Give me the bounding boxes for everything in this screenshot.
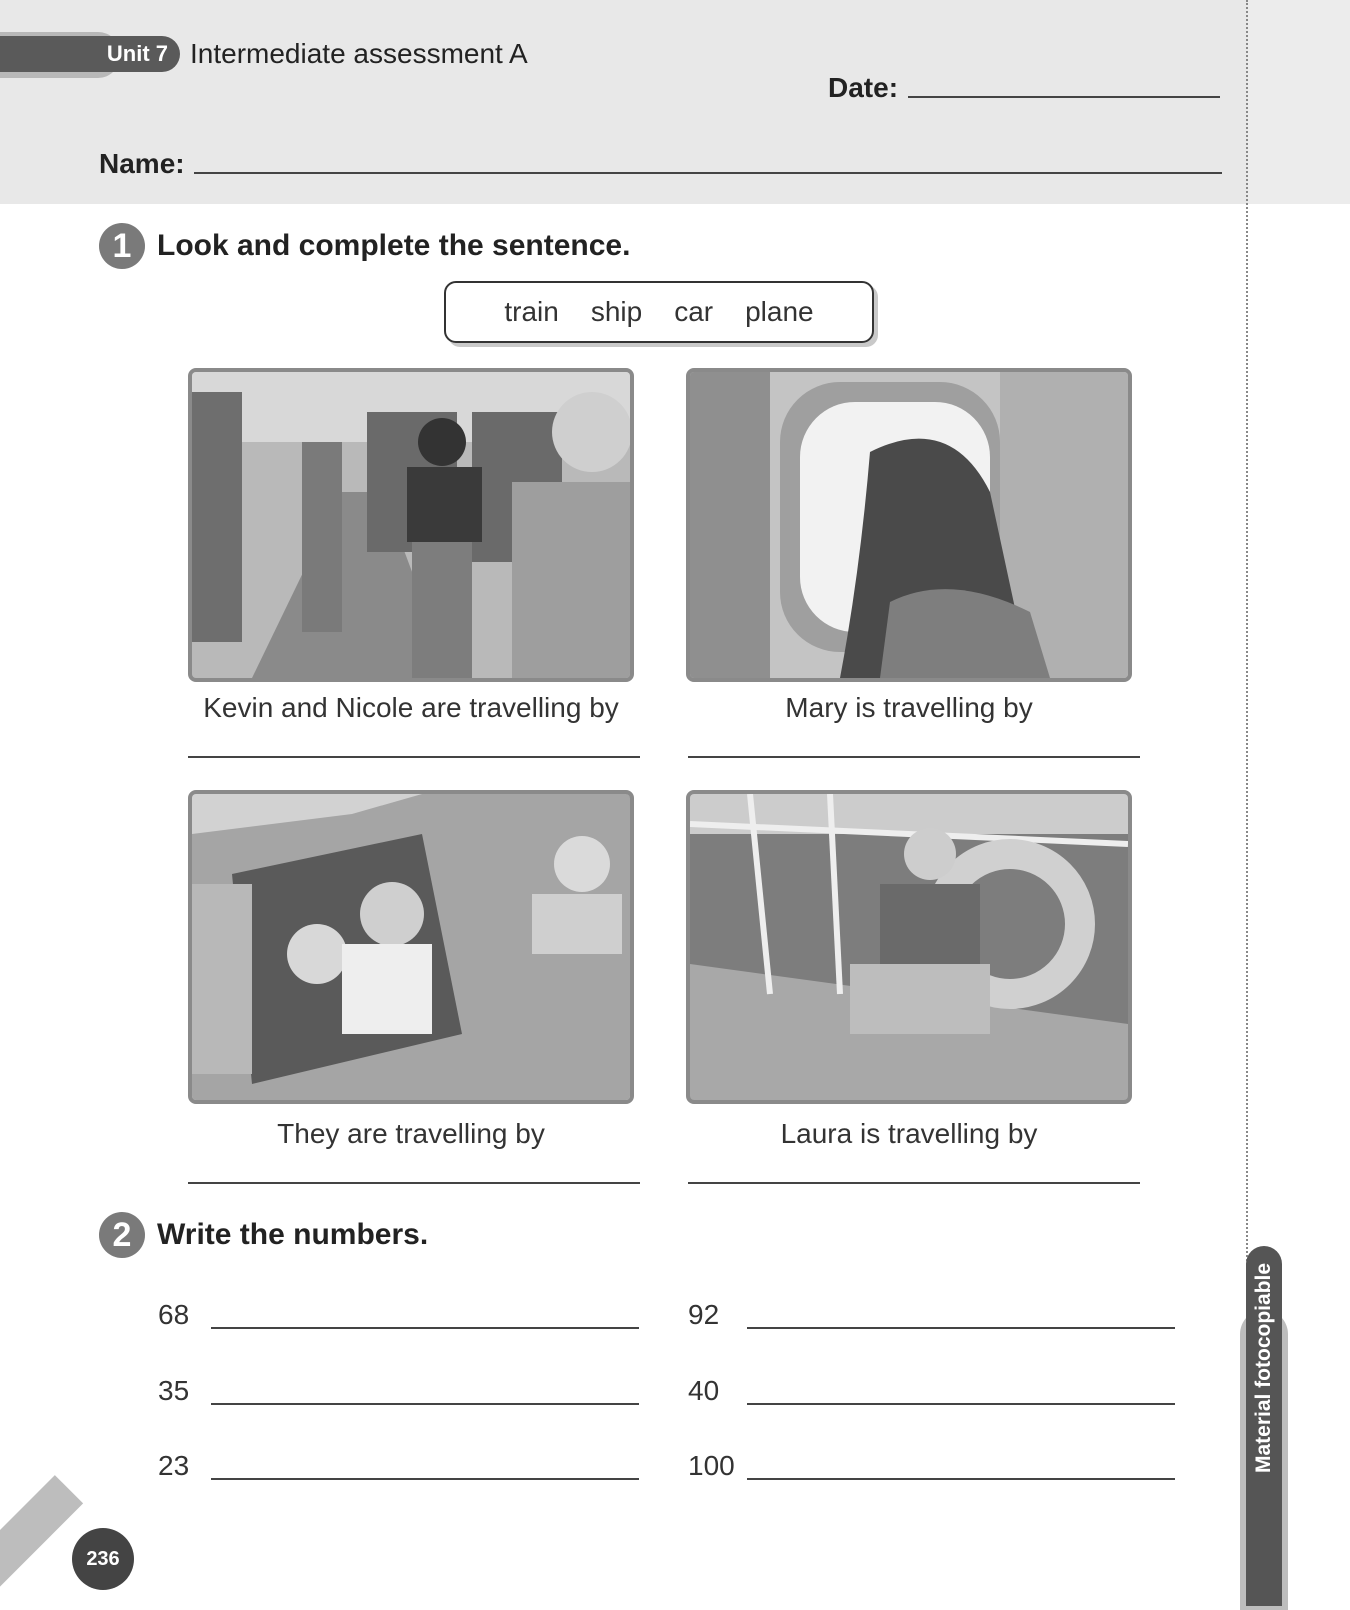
word-bank-item: plane bbox=[745, 296, 814, 327]
word-bank bbox=[444, 281, 874, 343]
answer-field[interactable] bbox=[688, 756, 1140, 758]
exercise-2-instruction: Write the numbers. bbox=[157, 1218, 429, 1251]
number-item: 23 bbox=[158, 1450, 190, 1481]
number-answer-field[interactable] bbox=[211, 1327, 639, 1329]
word-bank-item: ship bbox=[590, 296, 643, 327]
number-answer-field[interactable] bbox=[211, 1403, 639, 1405]
name-field[interactable] bbox=[194, 172, 1222, 174]
number-answer-field[interactable] bbox=[747, 1478, 1175, 1480]
caption: They are travelling by bbox=[277, 1118, 545, 1149]
page-number: 236 bbox=[72, 1528, 134, 1590]
exercise-1-instruction: Look and complete the sentence. bbox=[157, 229, 631, 262]
header-margin bbox=[1248, 0, 1350, 204]
number-item: 68 bbox=[158, 1299, 190, 1330]
exercise-1-number: 1 bbox=[99, 223, 145, 269]
answer-field[interactable] bbox=[188, 1182, 640, 1184]
page-corner-shape bbox=[0, 1475, 83, 1588]
side-tab-label: Material fotocopiable bbox=[1252, 1262, 1275, 1474]
number-item: 92 bbox=[688, 1299, 720, 1330]
number-item: 100 bbox=[688, 1450, 735, 1481]
page-title: Intermediate assessment A bbox=[190, 38, 528, 69]
unit-badge: Unit 7 bbox=[0, 36, 180, 72]
caption: Laura is travelling by bbox=[780, 1118, 1038, 1149]
number-answer-field[interactable] bbox=[747, 1403, 1175, 1405]
train-photo bbox=[188, 368, 634, 682]
answer-field[interactable] bbox=[688, 1182, 1140, 1184]
number-item: 35 bbox=[158, 1375, 190, 1406]
caption: Mary is travelling by bbox=[785, 692, 1033, 723]
number-answer-field[interactable] bbox=[211, 1478, 639, 1480]
number-answer-field[interactable] bbox=[747, 1327, 1175, 1329]
date-field[interactable] bbox=[908, 96, 1220, 98]
word-bank-item: car bbox=[674, 296, 714, 327]
caption: Kevin and Nicole are travelling by bbox=[203, 692, 619, 723]
date-label: Date: bbox=[828, 72, 899, 103]
number-item: 40 bbox=[688, 1375, 720, 1406]
car-photo bbox=[188, 790, 634, 1104]
answer-field[interactable] bbox=[188, 756, 640, 758]
plane-photo bbox=[686, 368, 1132, 682]
ship-photo bbox=[686, 790, 1132, 1104]
word-bank-item: train bbox=[504, 296, 559, 327]
name-label: Name: bbox=[99, 148, 185, 179]
exercise-2-number: 2 bbox=[99, 1212, 145, 1258]
